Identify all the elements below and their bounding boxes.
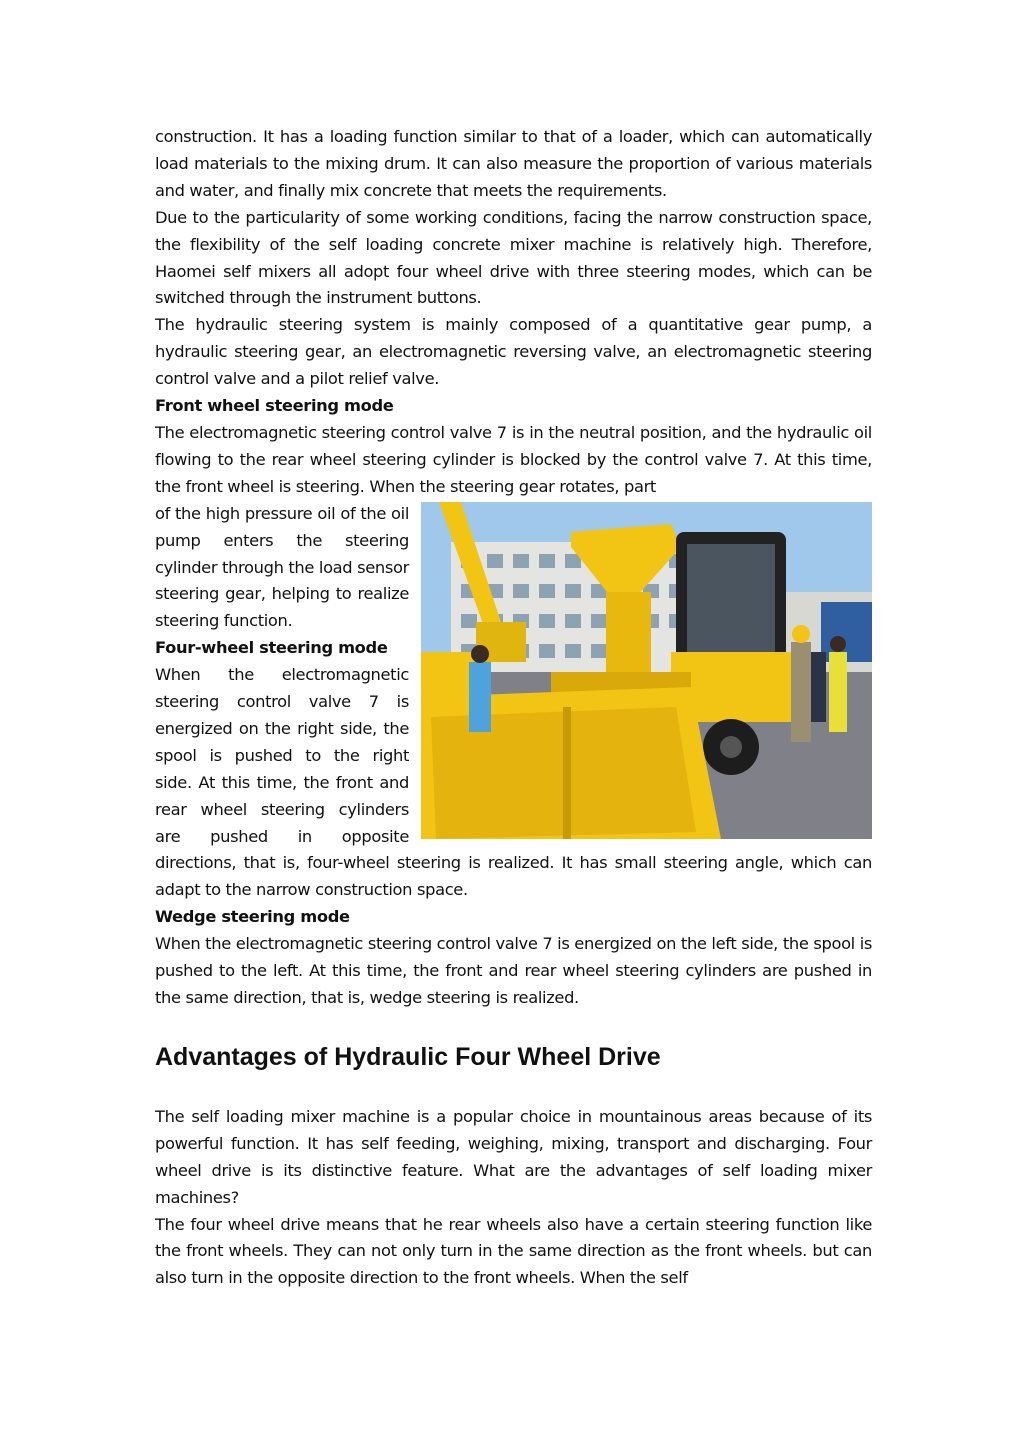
paragraph-four-wheel-steering: When the electromagnetic steering control valve 7 is energized on the right side, the spool is pushed to the right side. At this time, the front and rear wheel steering cylinders are pushed in opposite directions, that is, four-wheel steering is realized. It has small steering angle, which can adapt to the narrow construction space. [155, 665, 872, 900]
paragraph-advantages-1: The self loading mixer machine is a popular choice in mountainous areas because of its powerful function. It has self feeding, weighing, mixing, transport and discharging. Four wheel drive is its distinctive feature. What are the advantages of self loading mixer machines? [155, 1106, 872, 1207]
person-head-right [830, 636, 846, 652]
person-blue-suit [469, 662, 491, 732]
person-dark [811, 652, 826, 722]
paragraph-hydraulic-system: The hydraulic steering system is mainly composed of a quantitative gear pump, a hydraulic steering gear, an electromagnetic reversing valve, an electromagnetic steering control valve and a pilot relief valve. [155, 315, 872, 389]
paragraph-advantages-2: The four wheel drive means that he rear wheels also have a certain steering function like the front wheels. They can not only turn in the same direction as the front wheels. but can also turn in the opposite direction to the front wheels. When the self [155, 1214, 872, 1288]
paragraph-front-wheel-steering [155, 420, 872, 501]
hopper-frame [606, 592, 651, 672]
document-page [155, 124, 872, 1292]
section-title: Advantages of Hydraulic Four Wheel Drive [155, 1042, 661, 1071]
person-yellow-shirt [829, 652, 847, 732]
heading-wedge-steering: Wedge steering mode [155, 907, 350, 927]
paragraph-front-wheel-steering-continued: of the high pressure oil of the oil pump enters the steering cylinder through the load sensor steering gear, helping to realize steering function. [155, 503, 409, 631]
person-worker [791, 642, 811, 742]
front-mode-text-part: The electromagnetic steering control valve 7 is in the neutral position, and the hydraulic oil flowing to the rear wheel steering cylinder is blocked by the control valve 7. At this time, the front wheel is steering. When the steering gear rotates, part [155, 422, 872, 496]
mixer-machine-illustration [421, 502, 872, 839]
person-head [471, 645, 489, 663]
heading-four-wheel-steering: Four-wheel steering mode [155, 638, 388, 658]
mixer-machine-photo [421, 502, 872, 839]
paragraph-intro: construction. It has a loading function similar to that of a loader, which can automatically load materials to the mixing drum. It can also measure the proportion of various materials and water, and finally mix concrete that meets the requirements. [155, 127, 872, 200]
heading-front-wheel-steering: Front wheel steering mode [155, 396, 394, 416]
cab-window [687, 544, 775, 654]
paragraph-wedge-steering: When the electromagnetic steering control valve 7 is energized on the left side, the spool is pushed to the left. At this time, the front and rear wheel steering cylinders are pushed in the same direction, that is, wedge steering is realized. [155, 934, 872, 1007]
worker-helmet [792, 625, 810, 643]
bucket-divider [563, 707, 571, 839]
front-wheel-hub [720, 736, 742, 758]
paragraph-particularity: Due to the particularity of some working conditions, facing the narrow construction space, the flexibility of the self loading concrete mixer machine is relatively high. Therefore, Haomei self mixers all adopt four wheel drive with three steering modes, which can be switched through the instrument buttons. [155, 207, 872, 308]
